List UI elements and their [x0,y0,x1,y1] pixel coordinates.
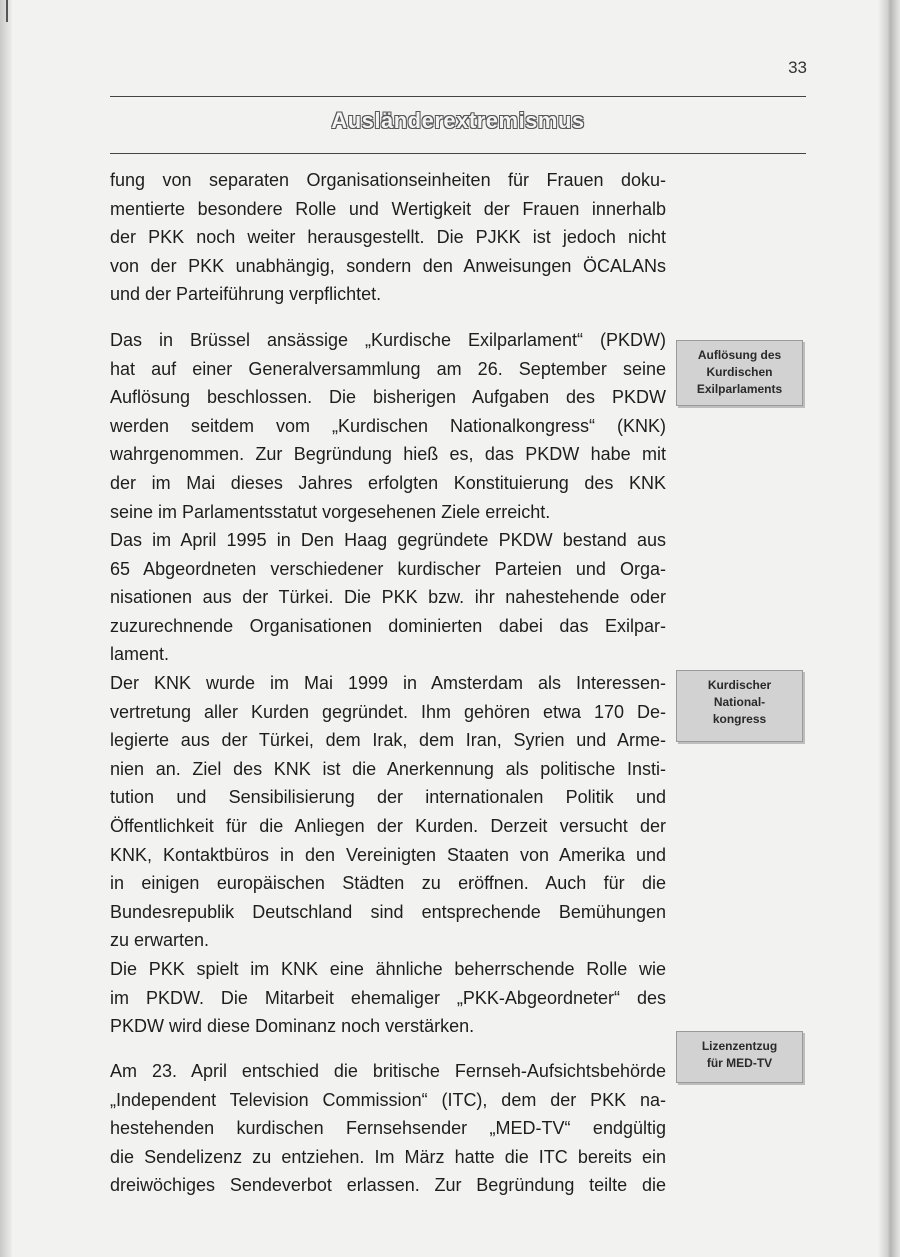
text-line: nisationen aus der Türkei. Die PKK bzw. ihr nahestehende oder [110,587,666,608]
text-line: Das im April 1995 in Den Haag gegründete PKDW bestand aus [110,530,666,550]
scan-binding-edge [878,0,900,1257]
text-line: KNK, Kontaktbüros in den Vereinigten Staaten von Amerika und [110,844,666,865]
paragraph-exile-parliament-dissolution [110,326,666,526]
text-line: fung von separaten Organisationseinheiten für Frauen doku- [110,170,666,190]
text-line: Das in Brüssel ansässige „Kurdische Exilparlament“ (PKDW) [110,330,666,350]
margin-note-line: Kurdischen [706,365,773,379]
text-line: hestehenden kurdischen Fernsehsender „MED-TV“ endgültig [110,1118,666,1139]
text-line: zuzurechnende Organisationen dominierten dabei das Exilpar- [110,615,666,636]
text-line: und der Parteiführung verpflichtet. [110,284,382,305]
header-rule-top [110,96,806,97]
margin-note-line: Lizenzentzug [701,1039,778,1053]
text-line: „Independent Television Commission“ (ITC), dem der PKK na- [110,1089,666,1110]
text-line: der PKK noch weiter herausgestellt. Die PJKK ist jedoch nicht [110,227,666,248]
margin-note-line: Kurdischer [707,678,772,692]
header-title: Ausländerextremismus [331,108,585,133]
header-rule-bottom [110,153,806,154]
text-line: Öffentlichkeit für die Anliegen der Kurden. Derzeit versucht der [110,815,666,836]
text-line: Am 23. April entschied die britische Fernseh-Aufsichtsbehörde [110,1061,666,1081]
text-line: lament. [110,644,170,665]
margin-note-national-congress [676,670,803,742]
text-line: Die PKK spielt im KNK eine ähnliche beherrschende Rolle wie [110,959,666,979]
margin-note-exile-parliament [676,340,803,406]
paragraph-women-units [110,166,666,309]
text-line: 65 Abgeordneten verschiedener kurdischer Parteien und Orga- [110,558,666,579]
paragraph-pkk-dominance [110,955,666,1041]
text-line: Bundesrepublik Deutschland sind entsprechende Bemühungen [110,901,666,922]
page-number: 33 [788,58,807,77]
scan-edge-mark [6,0,8,22]
text-line: dreiwöchiges Sendeverbot erlassen. Zur Begründung teilte die [110,1175,666,1196]
text-line: Auflösung beschlossen. Die bisherigen Aufgaben des PKDW [110,387,666,408]
text-line: mentierte besondere Rolle und Wertigkeit der Frauen innerhalb [110,198,666,219]
text-line: im PKDW. Die Mitarbeit ehemaliger „PKK-Abgeordneter“ des [110,987,666,1008]
text-line: tution und Sensibilisierung der internationalen Politik und [110,787,666,808]
text-line: werden seitdem vom „Kurdischen Nationalkongress“ (KNK) [110,415,666,436]
text-line: hat auf einer Generalversammlung am 26. September seine [110,358,666,379]
text-line: nien an. Ziel des KNK ist die Anerkennung als politische Insti- [110,758,666,779]
text-line: in einigen europäischen Städten zu eröffnen. Auch für die [110,873,666,894]
paragraph-med-tv-license [110,1057,666,1200]
text-line: vertretung aller Kurden gegründet. Ihm gehören etwa 170 De- [110,701,666,722]
margin-note-line: Auflösung des [697,348,782,362]
margin-note-med-tv [676,1031,803,1083]
text-line: der im Mai dieses Jahres erfolgten Konstituierung des KNK [110,472,666,493]
text-line: Der KNK wurde im Mai 1999 in Amsterdam als Interessen- [110,673,666,693]
scan-left-edge [0,0,12,1257]
margin-note-line: für MED-TV [706,1056,773,1070]
text-line: PKDW wird diese Dominanz noch verstärken. [110,1016,475,1037]
paragraph-knk-founding [110,669,666,955]
text-line: die Sendelizenz zu entziehen. Im März hatte die ITC bereits ein [110,1146,666,1167]
margin-note-line: kongress [712,712,767,726]
text-line: zu erwarten. [110,930,210,951]
paragraph-pkdw-history [110,526,666,669]
text-line: von der PKK unabhängig, sondern den Anweisungen ÖCALANs [110,255,666,276]
margin-note-line: Exilparlaments [696,382,783,396]
text-line: legierte aus der Türkei, dem Irak, dem Iran, Syrien und Arme- [110,730,666,751]
margin-note-line: National- [713,695,766,709]
text-line: seine im Parlamentsstatut vorgesehenen Ziele erreicht. [110,501,551,522]
text-line: wahrgenommen. Zur Begründung hieß es, das PKDW habe mit [110,444,666,465]
